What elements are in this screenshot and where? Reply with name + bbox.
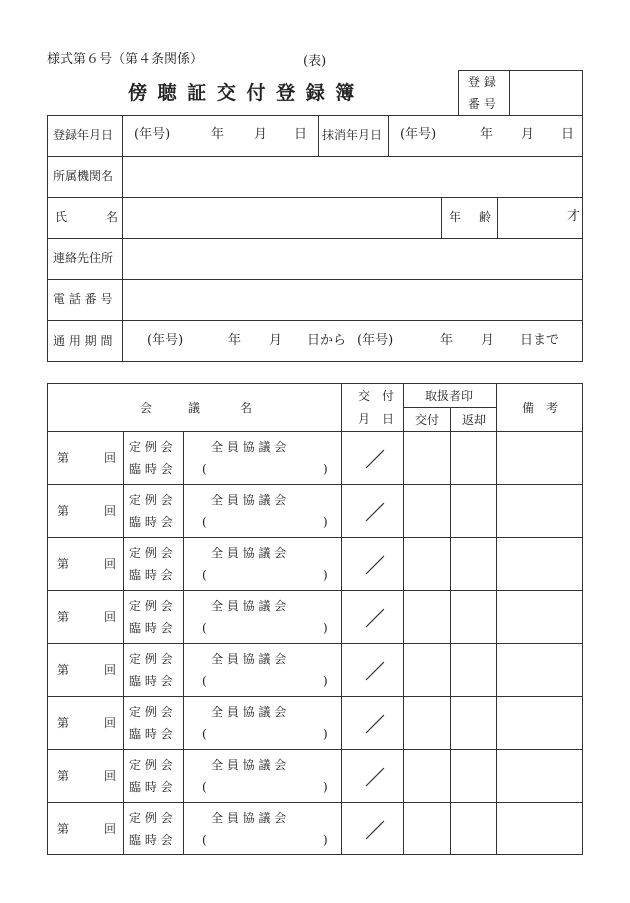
validity-label: 通 用 期 間 (53, 334, 113, 348)
age-label-first: 年 (449, 210, 462, 224)
row-kai: 回 (104, 451, 117, 465)
row-paren-open: ( (202, 515, 207, 529)
row-kai: 回 (104, 716, 117, 730)
row-paren-open: ( (202, 727, 207, 741)
row-paren-open: ( (202, 621, 207, 635)
col-meeting-3: 名 (240, 401, 253, 415)
issue-date-cell[interactable] (342, 750, 402, 801)
row-paren-open: ( (202, 833, 207, 847)
issue-stamp-cell[interactable] (404, 591, 449, 642)
row-kai: 回 (104, 557, 117, 571)
issue-stamp-cell[interactable] (404, 538, 449, 589)
row-paren-open: ( (202, 568, 207, 582)
row-paren-close: ) (323, 462, 328, 476)
issue-stamp-cell[interactable] (404, 803, 449, 854)
phone-label: 電 話 番 号 (53, 292, 113, 306)
issue-date-cell[interactable] (342, 644, 402, 695)
remarks-cell[interactable] (497, 803, 582, 854)
row-paren-close: ) (323, 568, 328, 582)
return-stamp-cell[interactable] (451, 485, 496, 536)
cancel-day: 日 (561, 127, 575, 142)
form-title: 傍 聴 証 交 付 登 録 簿 (128, 82, 357, 104)
remarks-cell[interactable] (497, 750, 582, 801)
registration-label-bottom: 番 号 (468, 97, 496, 111)
remarks-cell[interactable] (497, 644, 582, 695)
contact-field[interactable] (123, 239, 582, 279)
row-dai: 第 (57, 451, 70, 465)
table-row (47, 802, 583, 855)
table-row (47, 484, 583, 537)
row-plenary: 全 員 協 議 会 (211, 758, 287, 772)
col-issue-top: 交 付 (358, 389, 395, 403)
col-handler-issue: 交付 (415, 413, 440, 427)
valid-to-era: (年号) (357, 333, 394, 348)
issue-stamp-cell[interactable] (404, 432, 449, 483)
reg-date-label: 登録年月日 (53, 128, 114, 142)
row-plenary: 全 員 協 議 会 (211, 599, 287, 613)
row-kai: 回 (104, 504, 117, 518)
row-plenary: 全 員 協 議 会 (211, 811, 287, 825)
table-row (47, 749, 583, 802)
phone-field[interactable] (123, 280, 582, 320)
cancel-year: 年 (480, 127, 494, 142)
contact-label: 連絡先住所 (53, 251, 114, 265)
row-plenary: 全 員 協 議 会 (211, 652, 287, 666)
row-extra: 臨 時 会 (129, 674, 173, 688)
cancel-era: (年号) (400, 127, 437, 142)
row-paren-close: ) (323, 780, 328, 794)
reg-year: 年 (211, 127, 225, 142)
table-row (47, 643, 583, 696)
row-regular: 定 例 会 (129, 546, 173, 560)
row-extra: 臨 時 会 (129, 780, 173, 794)
row-regular: 定 例 会 (129, 440, 173, 454)
return-stamp-cell[interactable] (451, 644, 496, 695)
row-extra: 臨 時 会 (129, 462, 173, 476)
row-regular: 定 例 会 (129, 705, 173, 719)
row-paren-close: ) (323, 621, 328, 635)
row-paren-open: ( (202, 780, 207, 794)
issue-stamp-cell[interactable] (404, 485, 449, 536)
row-paren-close: ) (323, 727, 328, 741)
col-meeting-2: 議 (188, 401, 201, 415)
side-label: (表) (303, 54, 327, 69)
reg-month: 月 (254, 127, 268, 142)
valid-to-year: 年 (440, 333, 454, 348)
row-extra: 臨 時 会 (129, 568, 173, 582)
row-regular: 定 例 会 (129, 811, 173, 825)
row-kai: 回 (104, 663, 117, 677)
row-dai: 第 (57, 822, 70, 836)
row-paren-close: ) (323, 515, 328, 529)
registration-label-top: 登 録 (468, 75, 496, 89)
return-stamp-cell[interactable] (451, 750, 496, 801)
col-meeting-1: 会 (140, 401, 153, 415)
remarks-cell[interactable] (497, 485, 582, 536)
name-field[interactable] (123, 198, 440, 238)
valid-from-era: (年号) (147, 333, 184, 348)
remarks-cell[interactable] (497, 538, 582, 589)
col-handler: 取扱者印 (425, 389, 474, 403)
row-kai: 回 (104, 610, 117, 624)
age-unit: 才 (567, 209, 581, 224)
registration-number-field[interactable] (510, 71, 582, 115)
issue-date-cell[interactable] (342, 485, 402, 536)
row-dai: 第 (57, 716, 70, 730)
row-extra: 臨 時 会 (129, 833, 173, 847)
row-paren-close: ) (323, 833, 328, 847)
col-handler-return: 返却 (462, 413, 487, 427)
reg-era: (年号) (134, 127, 171, 142)
affiliation-label: 所属機関名 (53, 169, 114, 183)
issue-stamp-cell[interactable] (404, 750, 449, 801)
form-number: 様式第６号（第４条関係） (47, 52, 204, 67)
row-regular: 定 例 会 (129, 599, 173, 613)
valid-from-day: 日から (307, 333, 347, 348)
valid-from-month: 月 (269, 333, 283, 348)
cancel-month: 月 (521, 127, 535, 142)
row-extra: 臨 時 会 (129, 727, 173, 741)
row-dai: 第 (57, 769, 70, 783)
issue-stamp-cell[interactable] (404, 697, 449, 748)
name-label-second: 名 (106, 210, 119, 224)
row-plenary: 全 員 協 議 会 (211, 705, 287, 719)
issue-date-cell[interactable] (342, 432, 402, 483)
issue-date-cell[interactable] (342, 697, 402, 748)
row-extra: 臨 時 会 (129, 515, 173, 529)
row-dai: 第 (57, 610, 70, 624)
cancel-date-label: 抹消年月日 (322, 128, 383, 142)
return-stamp-cell[interactable] (451, 803, 496, 854)
row-plenary: 全 員 協 議 会 (211, 440, 287, 454)
row-dai: 第 (57, 557, 70, 571)
row-paren-open: ( (202, 674, 207, 688)
col-issue-bottom: 月 日 (358, 412, 395, 426)
table-row (47, 537, 583, 590)
table-row (47, 431, 583, 484)
issue-stamp-cell[interactable] (404, 644, 449, 695)
table-row (47, 696, 583, 749)
row-paren-open: ( (202, 462, 207, 476)
return-stamp-cell[interactable] (451, 697, 496, 748)
return-stamp-cell[interactable] (451, 432, 496, 483)
return-stamp-cell[interactable] (451, 591, 496, 642)
issue-date-cell[interactable] (342, 803, 402, 854)
row-plenary: 全 員 協 議 会 (211, 493, 287, 507)
col-remarks: 備 考 (522, 401, 559, 415)
row-regular: 定 例 会 (129, 758, 173, 772)
valid-to-day: 日まで (520, 333, 560, 348)
row-regular: 定 例 会 (129, 493, 173, 507)
row-regular: 定 例 会 (129, 652, 173, 666)
valid-from-year: 年 (228, 333, 242, 348)
affiliation-field[interactable] (123, 157, 582, 197)
name-label-first: 氏 (55, 210, 68, 224)
age-label-second: 齢 (479, 210, 492, 224)
remarks-cell[interactable] (497, 697, 582, 748)
row-kai: 回 (104, 822, 117, 836)
row-dai: 第 (57, 663, 70, 677)
reg-day: 日 (294, 127, 308, 142)
return-stamp-cell[interactable] (451, 538, 496, 589)
remarks-cell[interactable] (497, 432, 582, 483)
issue-date-cell[interactable] (342, 591, 402, 642)
row-plenary: 全 員 協 議 会 (211, 546, 287, 560)
table-row (47, 590, 583, 643)
row-dai: 第 (57, 504, 70, 518)
valid-to-month: 月 (481, 333, 495, 348)
row-paren-close: ) (323, 674, 328, 688)
row-extra: 臨 時 会 (129, 621, 173, 635)
row-kai: 回 (104, 769, 117, 783)
issue-date-cell[interactable] (342, 538, 402, 589)
remarks-cell[interactable] (497, 591, 582, 642)
